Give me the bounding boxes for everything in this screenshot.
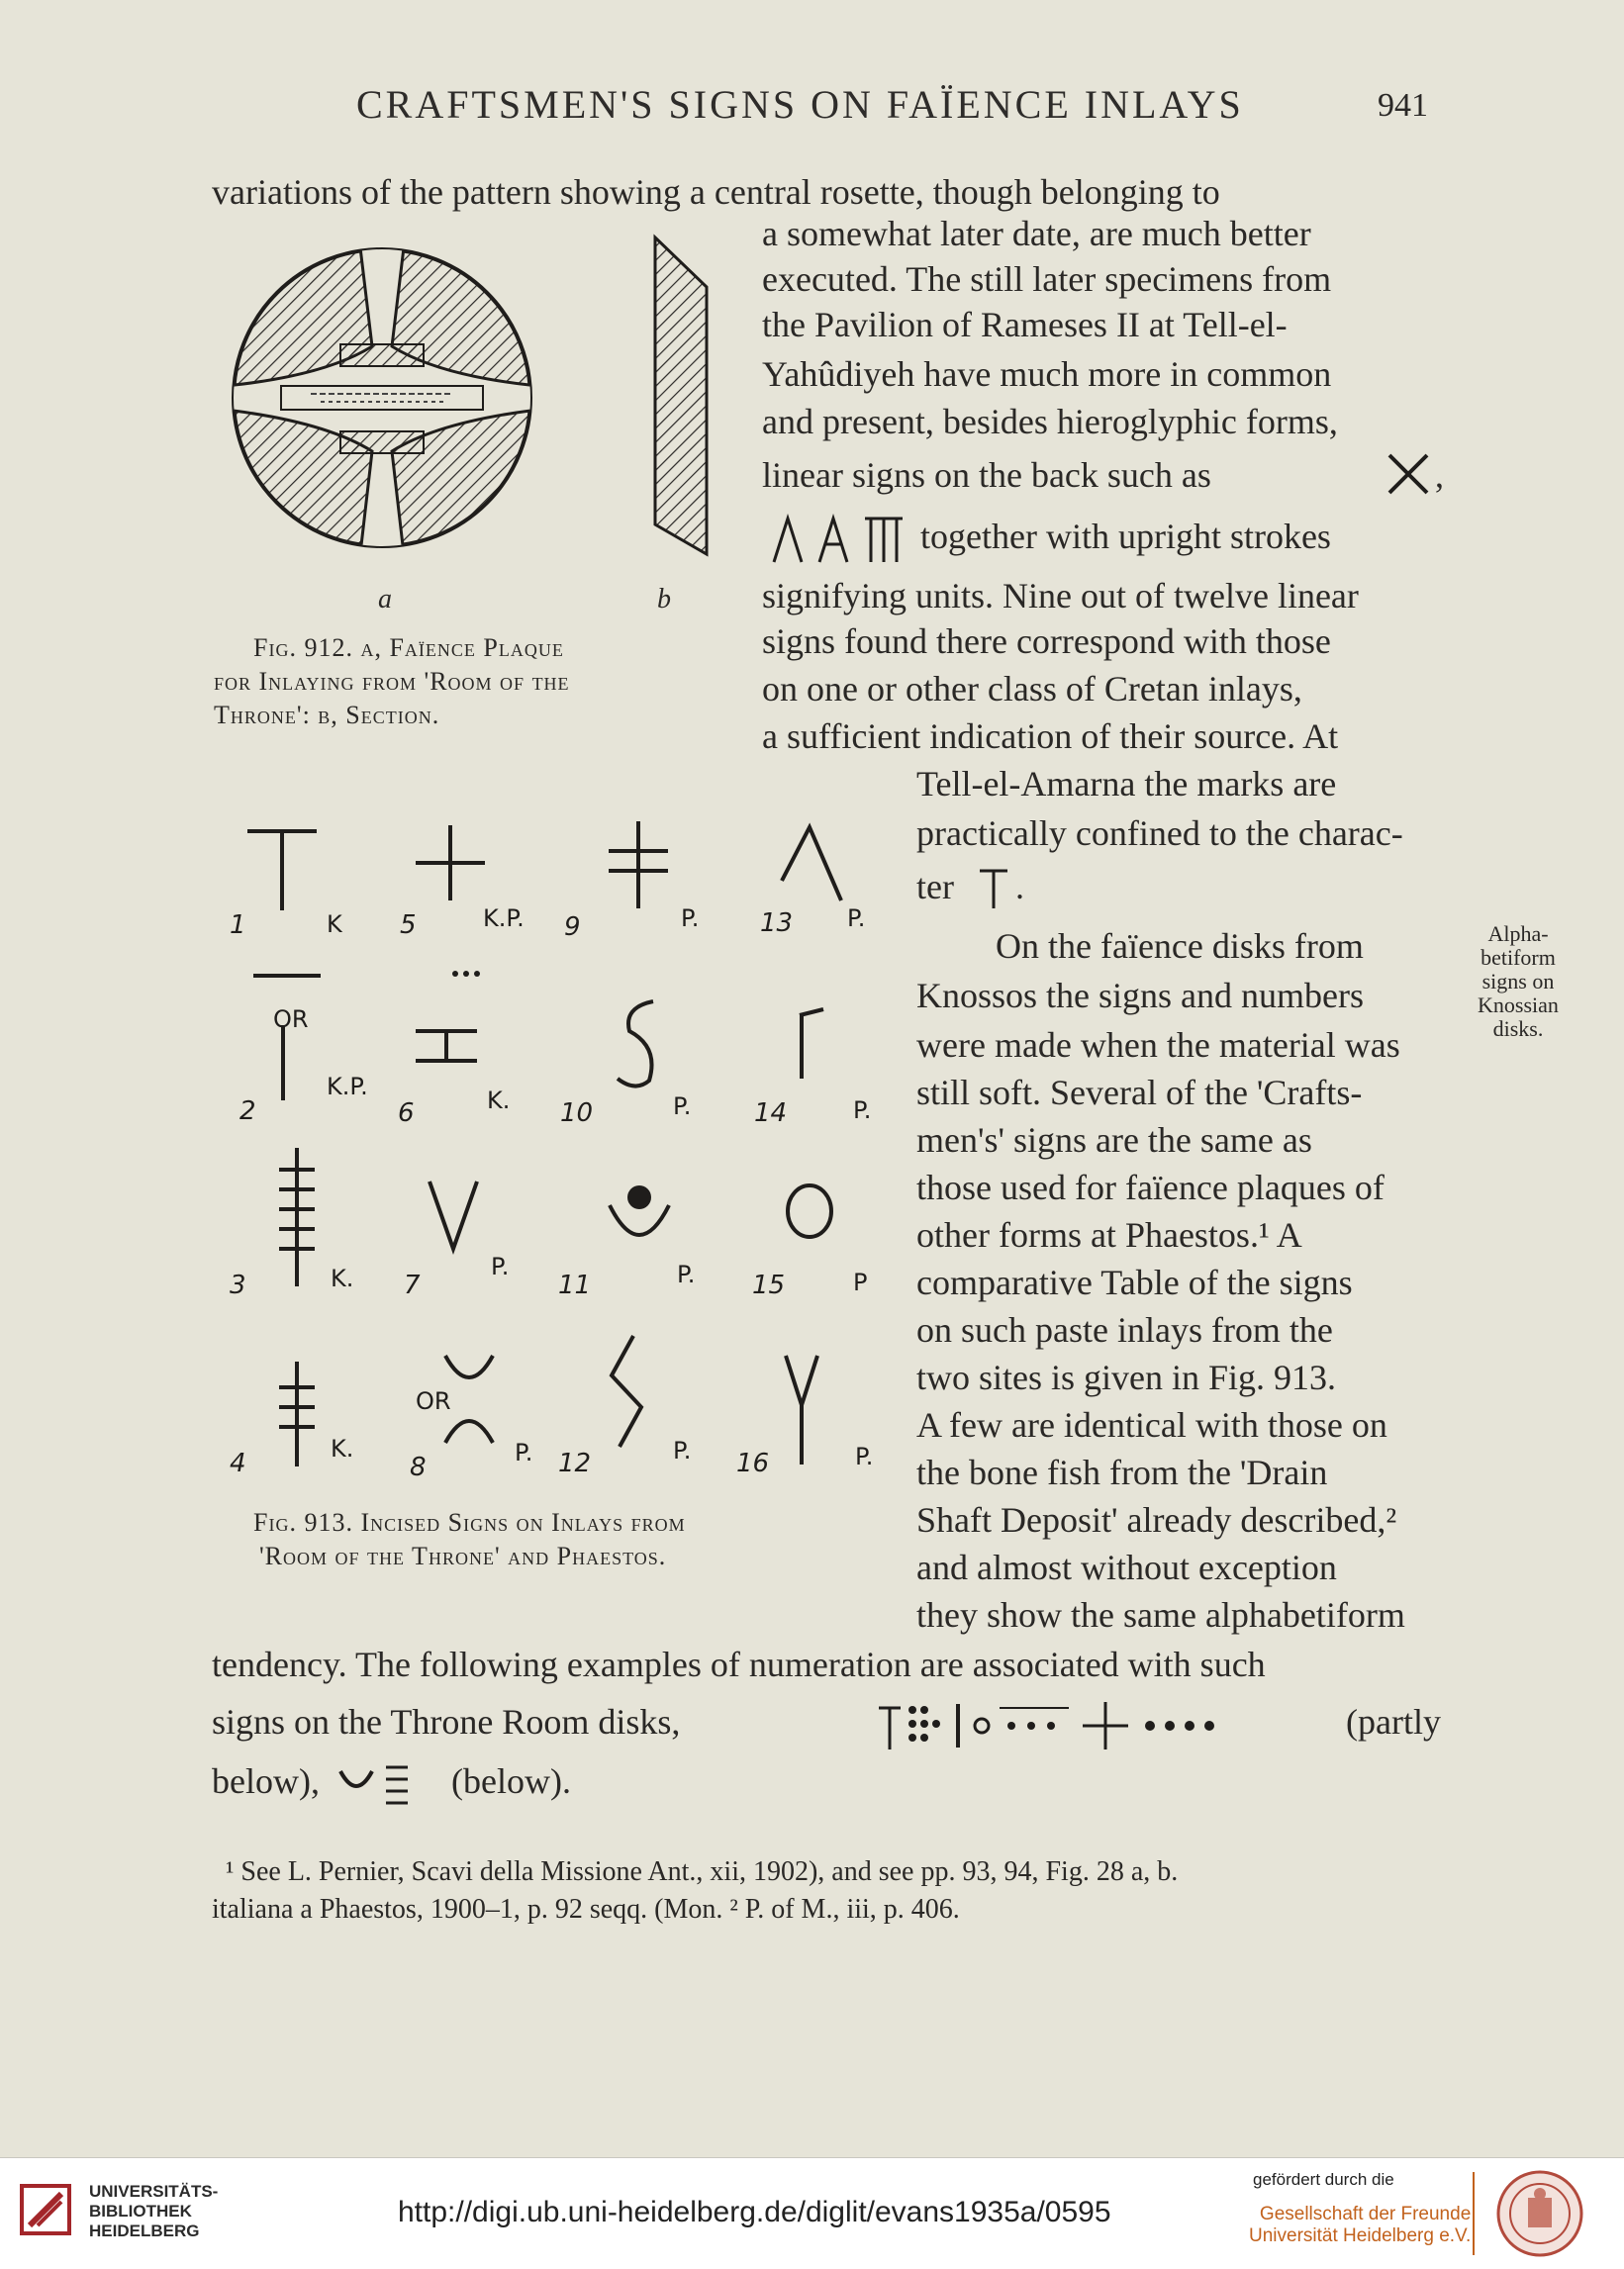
figure-912-caption-line: Fig. 912. a, Faïence Plaque — [253, 633, 564, 662]
permalink-url[interactable]: http://digi.ub.uni-heidelberg.de/diglit/evans1935a/0595 — [398, 2196, 1111, 2228]
sign-number: 14 — [754, 1098, 788, 1128]
body-line: signifying units. Nine out of twelve linear — [762, 576, 1359, 615]
sign-number: 15 — [752, 1271, 786, 1300]
body-line: on one or other class of Cretan inlays, — [762, 669, 1302, 709]
figure-912-caption-line: Throne': b, Section. — [214, 701, 440, 729]
body-line: and present, besides hieroglyphic forms, — [762, 402, 1338, 441]
sign-number: 13 — [760, 908, 794, 938]
sign-number: 4 — [230, 1449, 246, 1478]
sign-number: 11 — [558, 1271, 592, 1300]
body-line: the Pavilion of Rameses II at Tell-el- — [762, 305, 1288, 344]
x-sign-icon — [1384, 449, 1433, 499]
body-line: men's' signs are the same as — [916, 1120, 1312, 1160]
sign-source: K. — [487, 1087, 511, 1114]
sign-number: 12 — [558, 1449, 592, 1478]
figure-label-a: a — [378, 584, 392, 615]
body-line: (partly — [1346, 1702, 1441, 1742]
university-seal-icon — [1494, 2168, 1585, 2259]
body-line: practically confined to the charac- — [916, 813, 1403, 853]
figure-913-caption-line: 'Room of the Throne' and Phaestos. — [259, 1542, 667, 1570]
sign-number: 10 — [560, 1098, 594, 1128]
sign-source: P. — [847, 904, 866, 932]
faience-plaque-figure — [212, 228, 726, 584]
body-line: two sites is given in Fig. 913. — [916, 1358, 1337, 1397]
body-line: tendency. The following examples of numeration are associated with such — [212, 1645, 1266, 1684]
body-line: variations of the pattern showing a central rosette, though belonging to — [212, 172, 1220, 212]
sign-number: 7 — [404, 1271, 421, 1300]
or-label: OR — [273, 1005, 309, 1033]
sign-source: K — [327, 910, 342, 938]
body-line: they show the same alphabetiform — [916, 1595, 1405, 1635]
body-line: (below). — [451, 1761, 571, 1801]
figure-912-caption-line: for Inlaying from 'Room of the — [214, 667, 570, 696]
sign-number: 6 — [398, 1098, 415, 1128]
sign-number: 9 — [564, 912, 581, 942]
sign-source: P — [853, 1269, 868, 1296]
sign-number: 16 — [736, 1449, 770, 1478]
body-line: the bone fish from the 'Drain — [916, 1453, 1328, 1492]
digital-library-footer — [0, 2157, 1624, 2269]
body-line: were made when the material was — [916, 1025, 1400, 1065]
sign-source: P. — [515, 1439, 533, 1466]
sign-source: P. — [677, 1261, 696, 1288]
body-line: A few are identical with those on — [916, 1405, 1387, 1445]
running-header: CRAFTSMEN'S SIGNS ON FAÏENCE INLAYS — [356, 82, 1244, 127]
t-sign-icon — [974, 863, 1013, 912]
body-line: comparative Table of the signs — [916, 1263, 1353, 1302]
body-line: and almost without exception — [916, 1548, 1337, 1587]
sign-source: K. — [331, 1265, 354, 1292]
body-line: together with upright strokes — [920, 517, 1331, 556]
body-line: Yahûdiyeh have much more in common — [762, 354, 1332, 394]
sign-number: 2 — [239, 1096, 256, 1126]
sign-source: P. — [853, 1096, 872, 1124]
footnote-line: italiana a Phaestos, 1900–1, p. 92 seqq. (Mon. ² P. of M., iii, p. 406. — [212, 1894, 960, 1925]
linear-signs-icon — [768, 511, 916, 566]
sign-source: P. — [855, 1443, 874, 1470]
body-line: linear signs on the back such as — [762, 455, 1211, 495]
sign-source: P. — [673, 1092, 692, 1120]
sign-source: K. — [331, 1435, 354, 1463]
or-label: OR — [416, 1387, 451, 1415]
incised-signs-figure — [218, 802, 891, 1494]
sign-number: 5 — [400, 910, 417, 940]
sponsor-label: gefördert durch die — [1253, 2170, 1394, 2189]
sign-source: K.P. — [483, 904, 525, 932]
sign-source: P. — [491, 1253, 510, 1280]
footnote-line: ¹ See L. Pernier, Scavi della Missione Ant., xii, 1902), and see pp. 93, 94, Fig. 28 a, b. — [226, 1856, 1179, 1887]
body-line: signs found there correspond with those — [762, 621, 1331, 661]
sign-source: P. — [681, 904, 700, 932]
body-line: below), — [212, 1761, 320, 1801]
body-line: Knossos the signs and numbers — [916, 976, 1364, 1015]
body-line: executed. The still later specimens from — [762, 259, 1332, 299]
numeration-signs-icon — [871, 1688, 1336, 1757]
cup-bars-sign-icon — [333, 1757, 422, 1809]
body-line: a sufficient indication of their source. At — [762, 716, 1339, 756]
sign-number: 3 — [230, 1271, 246, 1300]
body-line: a somewhat later date, are much better — [762, 214, 1311, 253]
body-line: on such paste inlays from the — [916, 1310, 1333, 1350]
body-line: still soft. Several of the 'Crafts- — [916, 1073, 1363, 1112]
university-library-logo-icon — [18, 2182, 73, 2237]
page-number: 941 — [1378, 87, 1428, 124]
body-line: those used for faïence plaques of — [916, 1168, 1385, 1207]
sign-source: P. — [673, 1437, 692, 1465]
body-line: other forms at Phaestos.¹ A — [916, 1215, 1302, 1255]
divider — [1473, 2172, 1475, 2255]
figure-913-caption-line: Fig. 913. Incised Signs on Inlays from — [253, 1508, 686, 1537]
scanned-page: CRAFTSMEN'S SIGNS ON FAÏENCE INLAYS 941 variations of the pattern showing a central rosette, though belonging to a somewhat later date, are much better executed. The still later specimens from the Pavilion of Rameses II at Tell-el- Yahûdiyeh have much more in common and present, besides hieroglyphic forms, linear signs on the back such as , together with upright strokes signifying units. Nine out of twelve linear signs found there correspond with those on one or other class of Cretan inlays, a sufficient indication of their source. At Tell-el-Amarna the marks are practically confined to the charac- ter . On the faïence disks from Knossos the signs and numbers were made when the material was still soft. Several of the 'Crafts- men's' signs are the same as those used for faïence plaques of other forms at Phaestos.¹ A comparative Table of the signs on such paste inlays from the two sites is given in Fig. 913. A few are identical with those on the bone fish from the 'Drain Shaft Deposit' already described,² and almost without exception they show the same alphabetiform tendency. The following examples of numeration are associated with such signs on the Throne Room disks, (partly below), (below). Alpha- betiform signs on Knossian disks. a b Fig. 912. a, Faïence Plaque for Inlaying from 'Room of the Throne': b, Section. 1 K 5 K.P. 9 P. 13 P. OR 2 K.P. 6 K. 10 P. 14 P. 3 K. 7 P. 11 P. 15 P OR 4 K. 8 P. 12 P. 16 P. Fig. 913. Incised Signs on Inlays from 'Room of the Throne' and Phaestos. ¹ See L. Pernier, Scavi della Missione Ant., xii, 1902), and see pp. 93, 94, Fig. 28 a, b. italiana a Phaestos, 1900–1, p. 92 seqq. (Mon. ² P. of M., iii, p. 406. — [0, 0, 1624, 2157]
body-line: Shaft Deposit' already described,² — [916, 1500, 1397, 1540]
figure-label-b: b — [657, 584, 671, 615]
sign-number: 1 — [230, 910, 246, 940]
society-name: Gesellschaft der Freunde Universität Heidelberg e.V. — [1249, 2204, 1472, 2246]
margin-sidenote: Alpha- betiform signs on Knossian disks. — [1478, 921, 1559, 1041]
body-line: Tell-el-Amarna the marks are — [916, 764, 1337, 804]
sign-source: K.P. — [327, 1073, 368, 1100]
body-line: ter — [916, 867, 954, 906]
body-line: signs on the Throne Room disks, — [212, 1702, 681, 1742]
body-line: On the faïence disks from — [996, 926, 1364, 966]
library-name: UNIVERSITÄTS- BIBLIOTHEK HEIDELBERG — [89, 2182, 219, 2240]
sign-number: 8 — [410, 1453, 427, 1482]
